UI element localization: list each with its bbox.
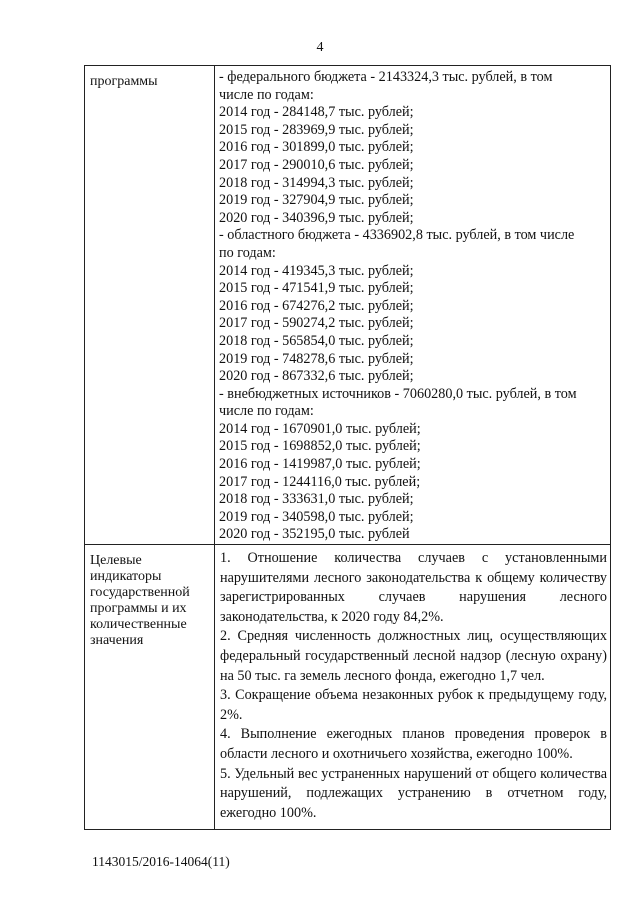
indicator-item: 2. Средняя численность должностных лиц, осуществляющих федеральный государственный лесной надзор (лесную охрану) на 50 тыс. га земель лесного фонда, ежегодно 1,7 чел.	[220, 628, 607, 684]
extrabudgetary-year-2018: 2018 год - 333631,0 тыс. рублей;	[219, 491, 414, 508]
regional-budget-section	[219, 227, 607, 385]
document-code: 1143015/2016-14064(11)	[92, 854, 230, 869]
federal-year-2015: 2015 год - 283969,9 тыс. рублей;	[219, 121, 414, 138]
federal-year-2019: 2019 год - 327904,9 тыс. рублей;	[219, 192, 414, 209]
regional-year-2019: 2019 год - 748278,6 тыс. рублей;	[219, 350, 414, 367]
page-number: 4	[316, 40, 324, 55]
federal-year-2017: 2017 год - 290010,6 тыс. рублей;	[219, 156, 414, 173]
federal-budget-intro: - федерального бюджета - 2143324,3 тыс. рублей, в том	[219, 69, 553, 85]
table-row	[85, 545, 611, 830]
funding-cell	[215, 66, 611, 545]
indicator-item: 3. Сокращение объема незаконных рубок к предыдущему году, 2%.	[220, 687, 607, 723]
extrabudgetary-year-2014: 2014 год - 1670901,0 тыс. рублей;	[219, 420, 421, 437]
regional-year-2018: 2018 год - 565854,0 тыс. рублей;	[219, 332, 414, 349]
federal-year-2016: 2016 год - 301899,0 тыс. рублей;	[219, 139, 414, 156]
regional-year-2017: 2017 год - 590274,2 тыс. рублей;	[219, 315, 414, 332]
table-row	[85, 66, 611, 545]
indicator-item: 4. Выполнение ежегодных планов проведения проверок в области лесного и охотничьего хозяйства, ежегодно 100%.	[220, 726, 607, 762]
program-passport-table	[84, 65, 611, 830]
federal-budget-section	[219, 69, 607, 227]
extrabudgetary-year-2016: 2016 год - 1419987,0 тыс. рублей;	[219, 456, 421, 473]
indicators-label-line: индикаторы	[90, 569, 162, 585]
extrabudgetary-year-2015: 2015 год - 1698852,0 тыс. рублей;	[219, 438, 421, 455]
regional-year-2014: 2014 год - 419345,3 тыс. рублей;	[219, 262, 414, 279]
regional-year-2020: 2020 год - 867332,6 тыс. рублей;	[219, 368, 414, 385]
indicator-item: 5. Удельный вес устраненных нарушений от общего количества нарушений, подлежащих устранению в отчетном году, ежегодно 100%.	[220, 765, 607, 821]
indicators-label-line: количественные	[90, 617, 187, 633]
regional-budget-intro-cont: по годам:	[219, 244, 276, 261]
indicator-item: 1. Отношение количества случаев с установленными нарушителями лесного законодательства к общему количеству зарегистрированных случаев нарушения лесного законодательства, к 2020 году 84,2%.	[220, 550, 607, 625]
indicators-label-line: значения	[90, 633, 144, 649]
row-label-cell	[85, 66, 215, 545]
federal-budget-intro-cont: числе по годам:	[219, 86, 314, 103]
extrabudgetary-intro-cont: числе по годам:	[219, 403, 314, 420]
indicators-label-line: Целевые	[90, 553, 142, 569]
extrabudgetary-year-2020: 2020 год - 352195,0 тыс. рублей	[219, 526, 410, 543]
federal-year-2020: 2020 год - 340396,9 тыс. рублей;	[219, 209, 414, 226]
federal-year-2014: 2014 год - 284148,7 тыс. рублей;	[219, 104, 414, 121]
extrabudgetary-year-2017: 2017 год - 1244116,0 тыс. рублей;	[219, 473, 421, 490]
federal-year-2018: 2018 год - 314994,3 тыс. рублей;	[219, 174, 414, 191]
regional-year-2015: 2015 год - 471541,9 тыс. рублей;	[219, 280, 414, 297]
indicators-label-line: государственной	[90, 585, 190, 601]
extrabudgetary-intro: - внебюджетных источников - 7060280,0 тыс. рублей, в том	[219, 385, 577, 402]
indicators-cell	[215, 545, 611, 830]
indicators-label-line: программы и их	[90, 601, 187, 617]
regional-year-2016: 2016 год - 674276,2 тыс. рублей;	[219, 297, 414, 314]
row-label: программы	[90, 74, 158, 89]
extrabudgetary-section	[219, 386, 607, 544]
regional-budget-intro: - областного бюджета - 4336902,8 тыс. рублей, в том числе	[219, 227, 575, 244]
indicators-label-cell	[85, 545, 215, 830]
extrabudgetary-year-2019: 2019 год - 340598,0 тыс. рублей;	[219, 508, 414, 525]
